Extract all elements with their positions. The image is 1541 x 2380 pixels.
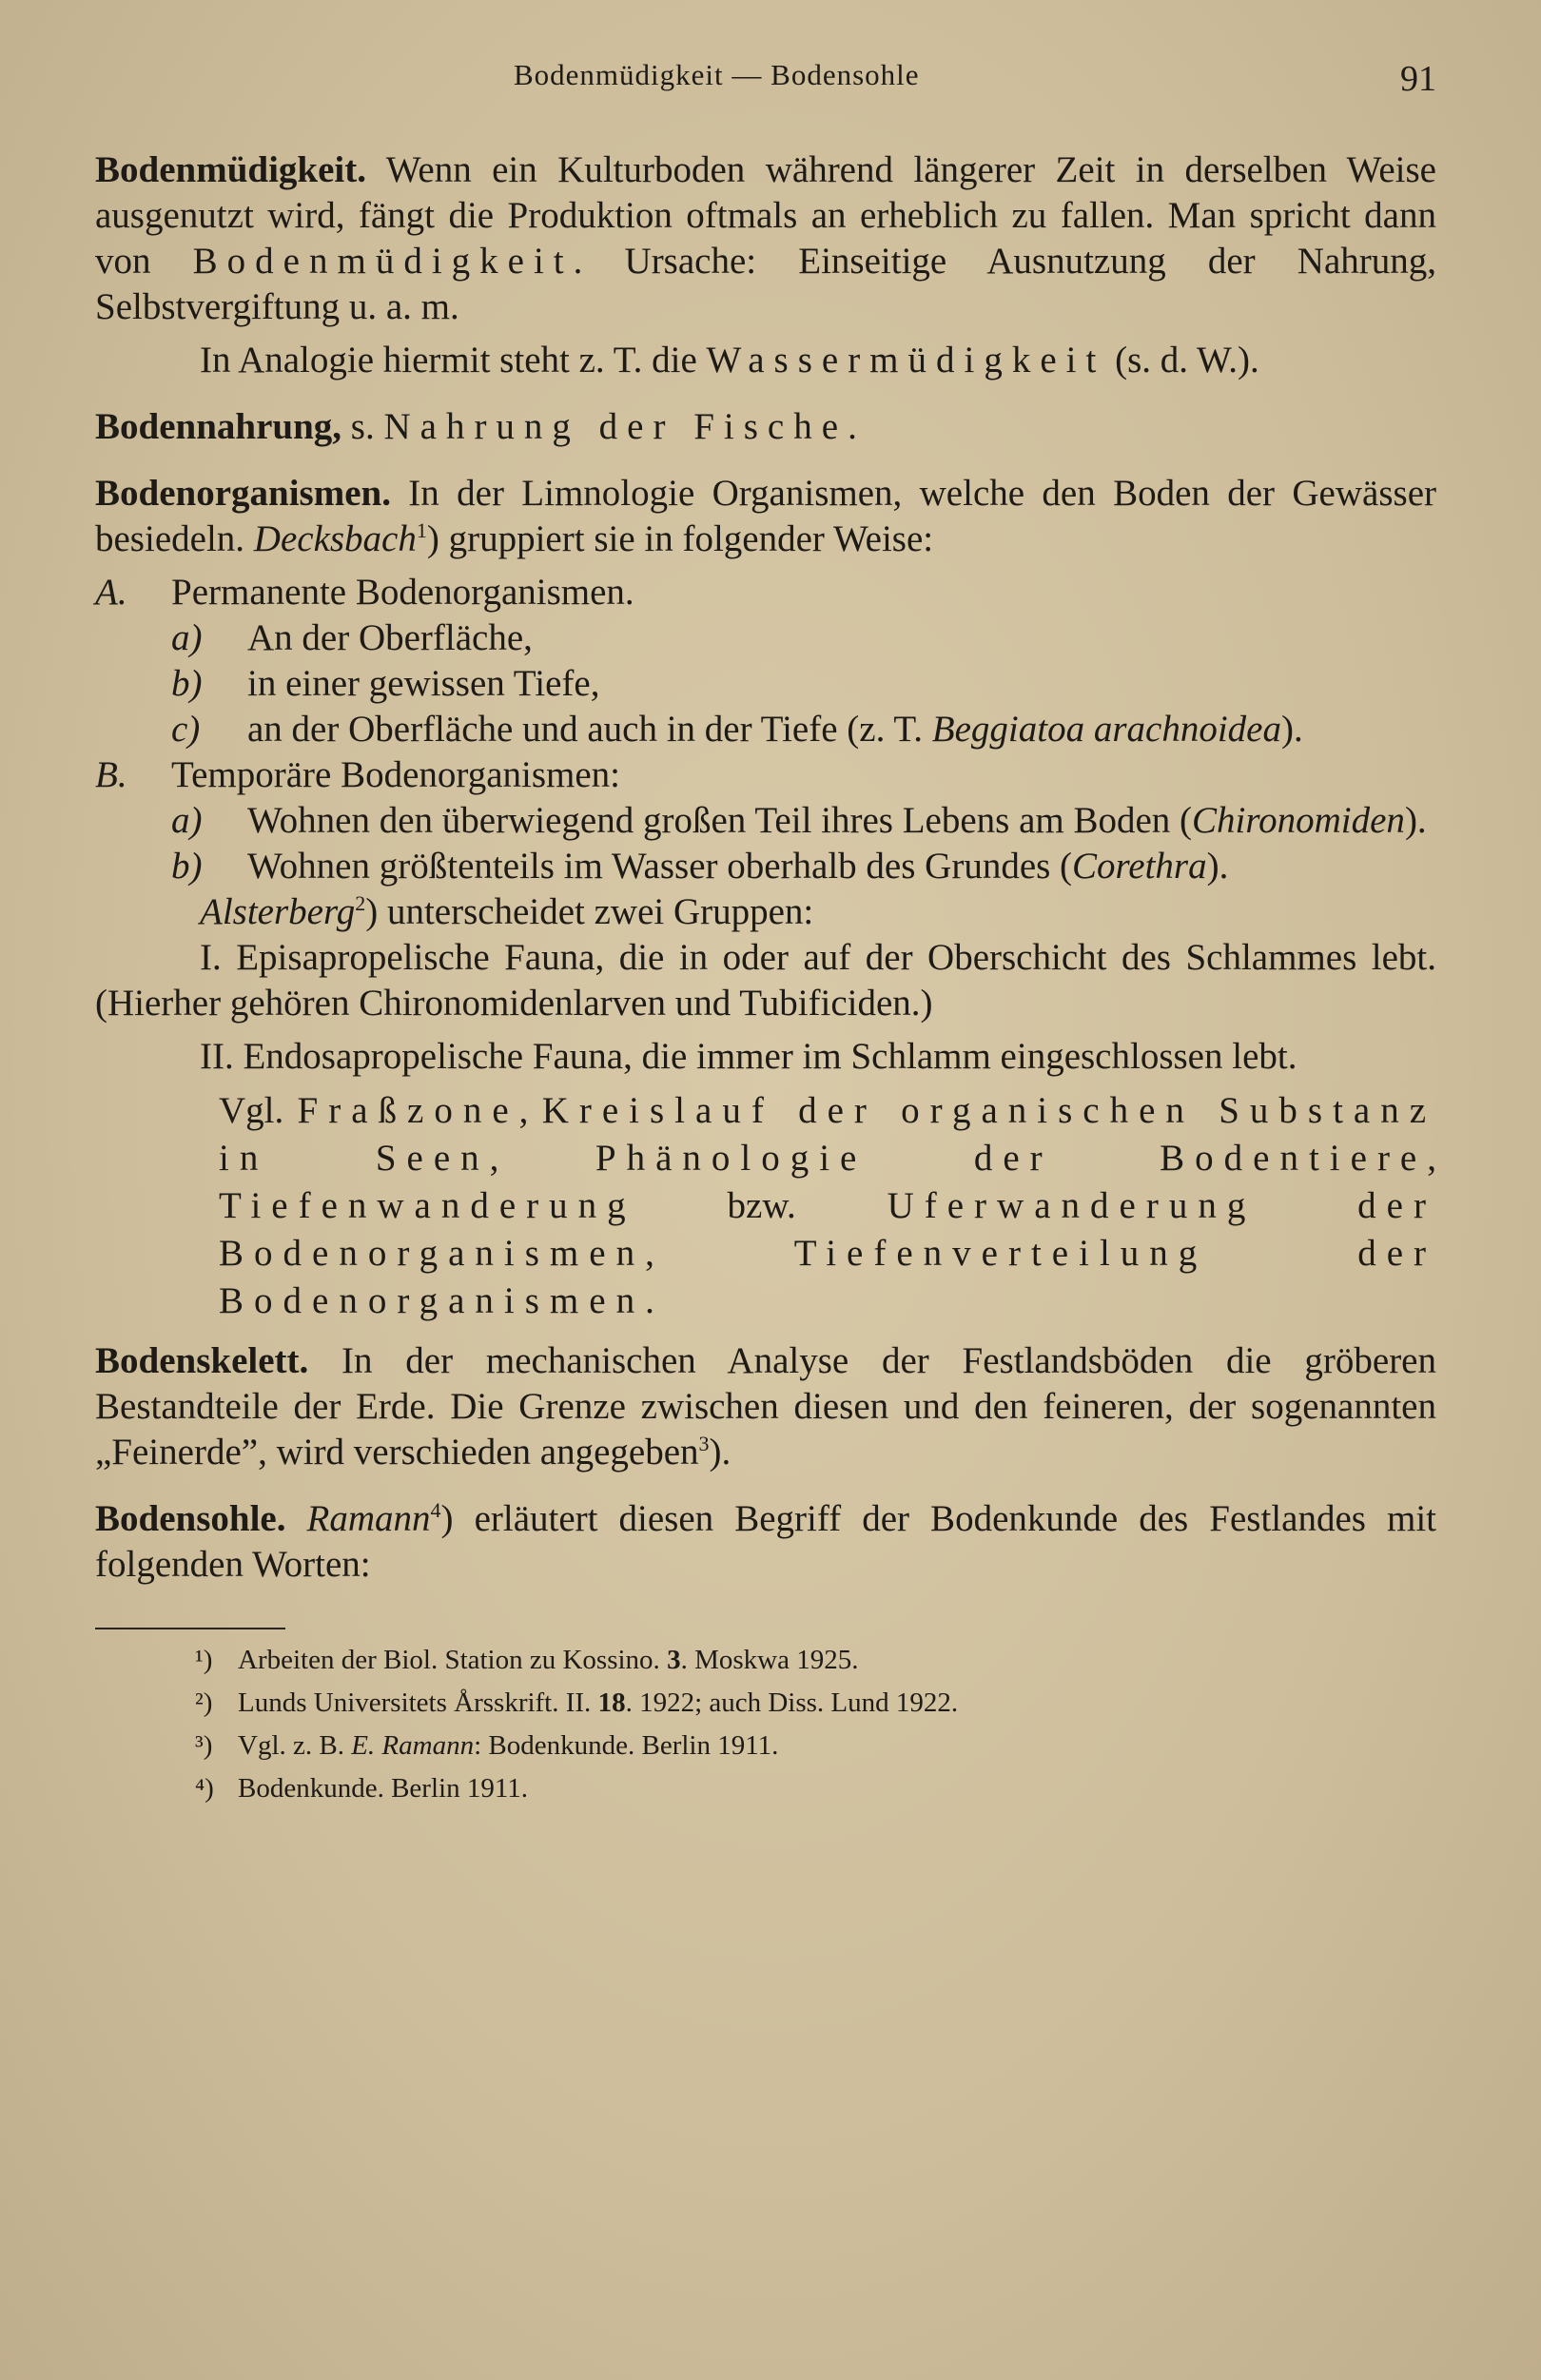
list-text-part: Wohnen den überwiegend großen Teil ihres Lebens am Boden ( xyxy=(247,800,1193,841)
list-item xyxy=(95,707,1436,752)
footnote-volume: 3 xyxy=(667,1645,681,1675)
cross-reference: Fraßzone xyxy=(297,1090,519,1131)
group-one-paragraph: I. Episapropelische Fauna, die in oder auf der Oberschicht des Schlammes lebt. (Hierher gehören Chironomidenlarven und Tubificiden.) xyxy=(95,937,1436,1024)
list-text-part: ). xyxy=(1206,846,1229,887)
footnote-number: ²) xyxy=(195,1687,213,1718)
cross-reference: Tiefenwanderung xyxy=(219,1185,636,1226)
page-header xyxy=(95,52,1436,109)
list-marker: a) xyxy=(171,617,203,658)
separator: bzw. xyxy=(635,1185,888,1226)
footnote-text: Bodenkunde. Berlin 1911. xyxy=(238,1773,528,1804)
list-text: An der Oberfläche, xyxy=(247,617,533,658)
lemma-bodennahrung: Bodennahrung, xyxy=(95,406,342,447)
separator: , xyxy=(489,1138,595,1179)
footnote-4 xyxy=(95,1767,1436,1810)
list-text: Permanente Bodenorganismen. xyxy=(171,572,634,613)
entry-text: . Ursache: Einseitige Ausnutzung der Nahrung, Selbstvergiftung u. a. m. xyxy=(95,241,1437,327)
cross-reference: Tiefenverteilung der Bodenorganismen xyxy=(219,1233,1437,1321)
footnote-text: Lunds Universitets Årsskrift. II. xyxy=(238,1687,598,1718)
footnote-2 xyxy=(95,1682,1436,1725)
footnote-1 xyxy=(95,1639,1436,1682)
cross-reference: Uferwanderung der Bodenorganismen xyxy=(219,1185,1436,1274)
see-also-references xyxy=(95,1087,1436,1325)
entry-bodensohle xyxy=(95,1496,1436,1588)
list-text-part: ). xyxy=(1280,709,1303,750)
author-name: Decksbach xyxy=(253,518,417,559)
entry-bodenorganismen: Bodenorganismen. In der Limnologie Organismen, welche den Boden der Gewässer besiedeln. Decksbach$^1$) gruppiert sie in folgender Weise: xyxy=(95,473,1436,559)
entry-text: ). xyxy=(709,1432,731,1473)
lemma-bodenmuedigkeit: Bodenmüdigkeit. xyxy=(95,149,366,190)
footnote-ref: 4 xyxy=(430,1498,441,1522)
list-text-part: Wohnen größtenteils im Wasser oberhalb des Grundes ( xyxy=(247,846,1073,887)
entry-text: Wenn ein Kulturboden während längerer Zeit in derselben Weise ausgenutzt wird, fängt die Produktion oftmals an erheblich zu fallen. Man spricht dann von xyxy=(95,149,1436,282)
species-name: Beggiatoa arachnoidea xyxy=(931,709,1281,750)
entry-bodenmuedigkeit-analogy xyxy=(95,338,1436,383)
list-item xyxy=(95,570,1436,615)
spaced-term: Bodenmüdigkeit xyxy=(192,241,574,282)
lemma-bodensohle: Bodensohle. xyxy=(95,1498,286,1539)
list-text-part: ). xyxy=(1404,800,1427,841)
list-item xyxy=(95,615,1436,661)
entry-text: In der Limnologie Organismen, welche den Boden der Gewässer besiedeln. xyxy=(95,473,1436,559)
footnote-divider xyxy=(95,1628,285,1629)
lemma-bodenorganismen: Bodenorganismen. xyxy=(95,473,391,514)
author-name: Ramann xyxy=(306,1498,431,1539)
footnote-ref: 3 xyxy=(698,1432,710,1455)
entry-text: (s. d. W.). xyxy=(1105,340,1259,380)
list-marker: c) xyxy=(171,709,201,750)
entry-text: ) gruppiert sie in folgender Weise: xyxy=(426,518,934,559)
footnote-3 xyxy=(95,1725,1436,1767)
footnote-number: ¹) xyxy=(195,1645,213,1675)
list-item xyxy=(95,661,1436,707)
entry-bodennahrung xyxy=(95,404,1436,450)
entry-text: In der mechanischen Analyse der Festlandsböden die gröberen Bestandteile der Erde. Die Grenze zwischen diesen und den feineren, der sogenannten „Feinerde”, wird verschieden angegeben xyxy=(95,1340,1436,1473)
separator: . xyxy=(645,1280,654,1321)
list-marker: B. xyxy=(95,754,127,795)
entry-text: ) unterscheidet zwei Gruppen: xyxy=(365,891,814,932)
footnote-ref: 2 xyxy=(355,891,366,915)
cross-reference: Kreislauf der organischen Substanz in Seen xyxy=(219,1090,1437,1179)
taxon-name: Chironomiden xyxy=(1192,800,1405,841)
list-item xyxy=(95,752,1436,798)
page-number: 91 xyxy=(1400,59,1436,99)
footnote-text: . Moskwa 1925. xyxy=(680,1645,859,1675)
separator: , xyxy=(645,1233,794,1274)
cross-reference: Nahrung der Fische xyxy=(383,406,849,447)
list-marker: A. xyxy=(95,572,127,613)
cross-reference: Phänologie der Bodentiere xyxy=(595,1138,1428,1179)
alsterberg-paragraph xyxy=(95,889,1436,935)
author-name: Alsterberg xyxy=(200,891,356,932)
list-text xyxy=(247,844,1436,889)
footnote-volume: 18 xyxy=(597,1687,626,1718)
list-marker: b) xyxy=(171,663,203,704)
entry-text: s. xyxy=(341,406,384,447)
entry-text: In Analogie hiermit steht z. T. die xyxy=(200,340,707,380)
footnote-author: E. Ramann xyxy=(351,1730,475,1761)
entry-bodenmuedigkeit xyxy=(95,147,1436,330)
footnote-text: . 1922; auch Diss. Lund 1922. xyxy=(625,1687,959,1718)
footnote-text: Arbeiten der Biol. Station zu Kossino. xyxy=(238,1645,668,1675)
entry-text: . xyxy=(848,406,857,447)
running-title: Bodenmüdigkeit — Bodensohle xyxy=(514,58,920,91)
list-marker: a) xyxy=(171,800,203,841)
list-text: Temporäre Bodenorganismen: xyxy=(171,754,620,795)
cross-reference: Wassermüdigkeit xyxy=(706,340,1106,380)
list-text: in einer gewissen Tiefe, xyxy=(247,663,600,704)
list-text xyxy=(247,707,1436,752)
footnote-text: Vgl. z. B. xyxy=(238,1730,352,1761)
footnote-number: ⁴) xyxy=(195,1773,214,1804)
see-also-label: Vgl. xyxy=(219,1090,298,1131)
separator: , xyxy=(518,1090,542,1131)
list-item xyxy=(95,844,1436,889)
group-two-paragraph: II. Endosapropelische Fauna, die immer im Schlamm eingeschlossen lebt. xyxy=(200,1036,1297,1077)
lemma-bodenskelett: Bodenskelett. xyxy=(95,1340,309,1381)
taxon-name: Corethra xyxy=(1072,846,1207,887)
list-text xyxy=(247,798,1436,844)
footnote-text: : Bodenkunde. Berlin 1911. xyxy=(474,1730,779,1761)
list-item xyxy=(95,798,1436,844)
entry-text: ) erläutert diesen Begriff der Bodenkunde des Festlandes mit folgenden Worten: xyxy=(95,1498,1436,1585)
list-text-part: an der Oberfläche und auch in der Tiefe (z. T. xyxy=(247,709,932,750)
book-page xyxy=(95,52,1436,1810)
separator: , xyxy=(1427,1138,1436,1179)
entry-bodenskelett xyxy=(95,1338,1436,1475)
list-marker: b) xyxy=(171,846,203,887)
footnote-number: ³) xyxy=(195,1730,213,1761)
